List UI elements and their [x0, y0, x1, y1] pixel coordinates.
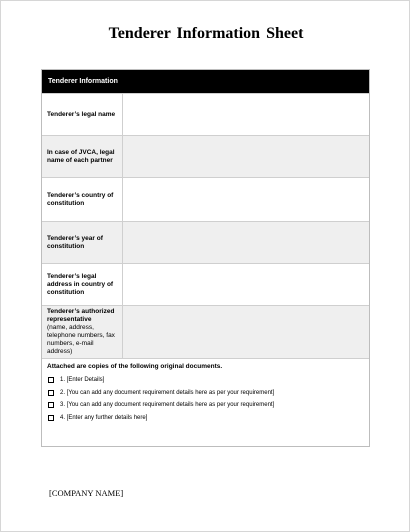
information-table — [41, 69, 370, 447]
company-name: [COMPANY NAME] — [49, 488, 124, 498]
row-label: Tenderer’s legal address in country of constitution — [47, 272, 114, 296]
jvca-partners-field[interactable] — [122, 136, 369, 177]
legal-address-field[interactable] — [122, 264, 369, 305]
table-row-representative — [42, 305, 369, 358]
table-row-legal-address — [42, 263, 369, 305]
country-field[interactable] — [122, 178, 369, 221]
row-label: Tenderer’s country of constitution — [47, 191, 114, 207]
checkbox-icon[interactable] — [48, 390, 54, 396]
row-label: In case of JVCA, legal name of each partner — [47, 148, 115, 164]
document-title: Tenderer Information Sheet — [108, 25, 304, 42]
table-row-jvca-partners — [42, 135, 369, 177]
row-label: Tenderer’s authorized representative (name, address, telephone numbers, fax numbers, e-mail address) — [47, 308, 115, 355]
legal-name-field[interactable] — [122, 94, 369, 135]
section-header: Tenderer Information — [42, 70, 369, 93]
list-item: 1. [Enter Details] — [48, 374, 369, 387]
table-row-country — [42, 177, 369, 221]
row-label: Tenderer’s year of constitution — [47, 234, 103, 250]
checkbox-icon[interactable] — [48, 402, 54, 408]
attached-heading: Attached are copies of the following original documents. — [47, 363, 223, 370]
representative-field[interactable] — [122, 306, 369, 358]
row-label: Tenderer’s legal name — [47, 110, 116, 118]
attached-documents — [42, 358, 369, 446]
list-item: 4. [Enter any further details here] — [48, 412, 369, 425]
table-row-year — [42, 221, 369, 263]
list-item: 3. [You can add any document requirement details here as per your requirement] — [48, 399, 369, 412]
list-item: 2. [You can add any document requirement details here as per your requirement] — [48, 387, 369, 400]
checkbox-icon[interactable] — [48, 377, 54, 383]
checkbox-icon[interactable] — [48, 415, 54, 421]
table-row-legal-name — [42, 93, 369, 135]
year-field[interactable] — [122, 222, 369, 263]
